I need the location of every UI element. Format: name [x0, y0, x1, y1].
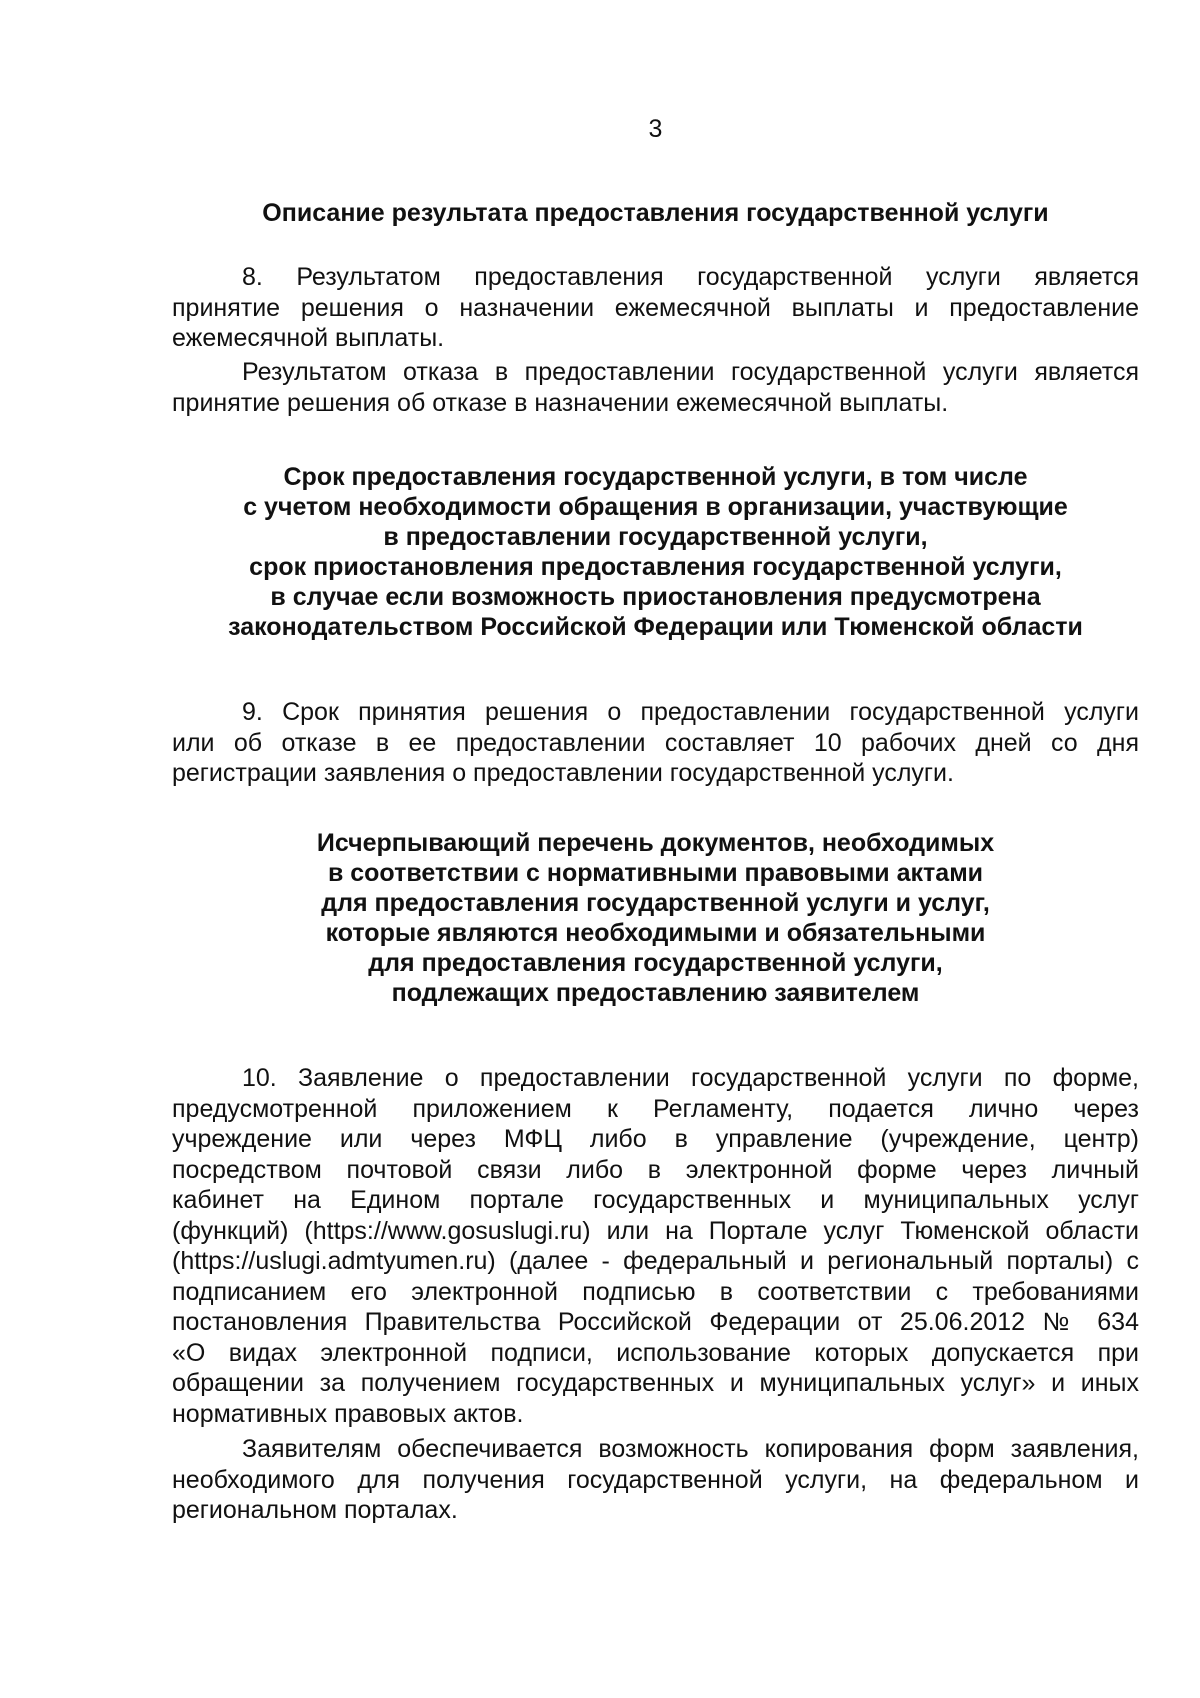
heading-line: срок приостановления предоставления государственной услуги,	[249, 553, 1062, 581]
paragraph-line: Результатом отказа в предоставлении государственной услуги является	[242, 358, 1139, 386]
paragraph-line: принятие решения о назначении ежемесячной выплаты и предоставление	[172, 293, 1139, 322]
paragraph-line: обращении за получением государственных и муниципальных услуг» и иных	[172, 1369, 1139, 1397]
paragraph-line: кабинет на Едином портале государственных и муниципальных услуг	[172, 1186, 1139, 1214]
heading-line: законодательством Российской Федерации или Тюменской области	[228, 613, 1083, 641]
heading-line: Исчерпывающий перечень документов, необходимых	[316, 829, 995, 857]
paragraph-line: (https://uslugi.admtyumen.ru) (далее - федеральный и региональный порталы) с	[172, 1247, 1139, 1275]
paragraph-9	[172, 697, 1139, 789]
paragraph-line: 8. Результатом предоставления государственной услуги является	[242, 263, 1139, 291]
paragraph-line: подписанием его электронной подписью в соответствии с требованиями	[172, 1277, 1139, 1306]
heading-line: Срок предоставления государственной услуги, в том числе	[283, 463, 1028, 491]
paragraph-refusal	[172, 357, 1139, 418]
paragraph-forms	[172, 1434, 1139, 1526]
heading-line: в случае если возможность приостановления предусмотрена	[270, 583, 1041, 611]
heading-line: с учетом необходимости обращения в организации, участвующие	[243, 493, 1068, 521]
paragraph-line: региональном порталах.	[172, 1496, 458, 1524]
paragraph-line: или об отказе в ее предоставлении составляет 10 рабочих дней со дня	[172, 728, 1139, 757]
paragraph-line: 10. Заявление о предоставлении государственной услуги по форме,	[242, 1064, 1139, 1092]
heading-line: в предоставлении государственной услуги,	[383, 523, 928, 551]
paragraph-line: ежемесячной выплаты.	[172, 324, 445, 352]
paragraph-line: принятие решения об отказе в назначении ежемесячной выплаты.	[172, 388, 949, 417]
paragraph-line: необходимого для получения государственной услуги, на федеральном и	[172, 1465, 1139, 1494]
paragraph-8	[172, 262, 1139, 354]
section-heading-result	[172, 198, 1139, 228]
heading-line: для предоставления государственной услуги и услуг,	[321, 889, 990, 917]
paragraph-line: регистрации заявления о предоставлении государственной услуги.	[172, 759, 954, 787]
paragraph-10	[172, 1063, 1139, 1429]
heading-line: в соответствии с нормативными правовыми актами	[327, 859, 984, 887]
paragraph-line: Заявителям обеспечивается возможность копирования форм заявления,	[242, 1435, 1139, 1463]
paragraph-line: учреждение или через МФЦ либо в управление (учреждение, центр)	[172, 1125, 1139, 1153]
paragraph-line: нормативных правовых актов.	[172, 1399, 524, 1428]
paragraph-line: предусмотренной приложением к Регламенту, подается лично через	[172, 1094, 1139, 1123]
paragraph-line: «О видах электронной подписи, использование которых допускается при	[172, 1338, 1139, 1367]
section-heading-term	[172, 462, 1139, 642]
heading-line: подлежащих предоставлению заявителем	[391, 979, 920, 1007]
paragraph-line: посредством почтовой связи либо в электронной форме через личный	[172, 1155, 1139, 1184]
section-heading-documents	[172, 828, 1139, 1008]
heading-line: для предоставления государственной услуги,	[368, 949, 943, 977]
paragraph-line: 9. Срок принятия решения о предоставлении государственной услуги	[242, 698, 1139, 726]
heading-line: Описание результата предоставления государственной услуги	[262, 199, 1049, 227]
heading-line: которые являются необходимыми и обязательными	[325, 919, 986, 947]
paragraph-line: (функций) (https://www.gosuslugi.ru) или на Портале услуг Тюменской области	[172, 1216, 1139, 1245]
paragraph-line: постановления Правительства Российской Федерации от 25.06.2012 № 634	[172, 1308, 1139, 1336]
page-number: 3	[648, 115, 663, 143]
